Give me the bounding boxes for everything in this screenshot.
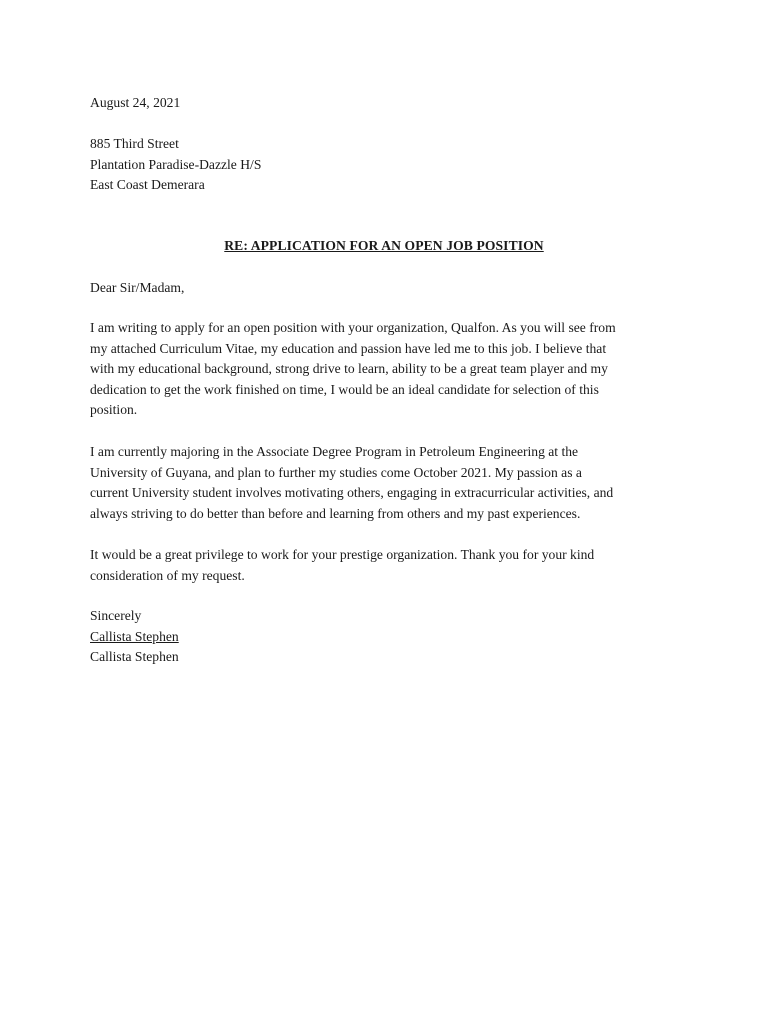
paragraph-line: with my educational background, strong drive to learn, ability to be a great team player and my (90, 361, 608, 377)
body-paragraph-2 (90, 442, 690, 524)
paragraph-line: University of Guyana, and plan to further my studies come October 2021. My passion as a (90, 464, 582, 480)
address-line-area: Plantation Paradise-Dazzle H/S (90, 157, 262, 172)
printed-name: Callista Stephen (90, 649, 179, 664)
paragraph-line: dedication to get the work finished on time, I would be an ideal candidate for selection of this (90, 381, 599, 397)
subject-heading: RE: APPLICATION FOR AN OPEN JOB POSITION (224, 238, 544, 253)
paragraph-line: current University student involves motivating others, engaging in extracurricular activities, and (90, 485, 614, 501)
paragraph-line: position. (90, 402, 138, 418)
address-line-region: East Coast Demerara (90, 177, 205, 192)
closing: Sincerely (90, 608, 142, 623)
paragraph-line: It would be a great privilege to work for your prestige organization. Thank you for your kind (90, 547, 595, 562)
letter-date: August 24, 2021 (90, 95, 181, 110)
address-line-street: 885 Third Street (90, 136, 179, 151)
paragraph-line: I am writing to apply for an open position with your organization, Qualfon. As you will see from (90, 320, 616, 335)
paragraph-line: always striving to do better than before and learning from others and my past experiences. (90, 505, 581, 521)
body-paragraph-3 (90, 545, 690, 586)
body-paragraph-1 (90, 318, 690, 421)
salutation: Dear Sir/Madam, (90, 280, 185, 295)
paragraph-line: I am currently majoring in the Associate Degree Program in Petroleum Engineering at the (90, 444, 579, 459)
signature: Callista Stephen (90, 629, 179, 644)
paragraph-line: consideration of my request. (90, 567, 245, 583)
paragraph-line: my attached Curriculum Vitae, my education and passion have led me to this job. I believe that (90, 340, 607, 356)
